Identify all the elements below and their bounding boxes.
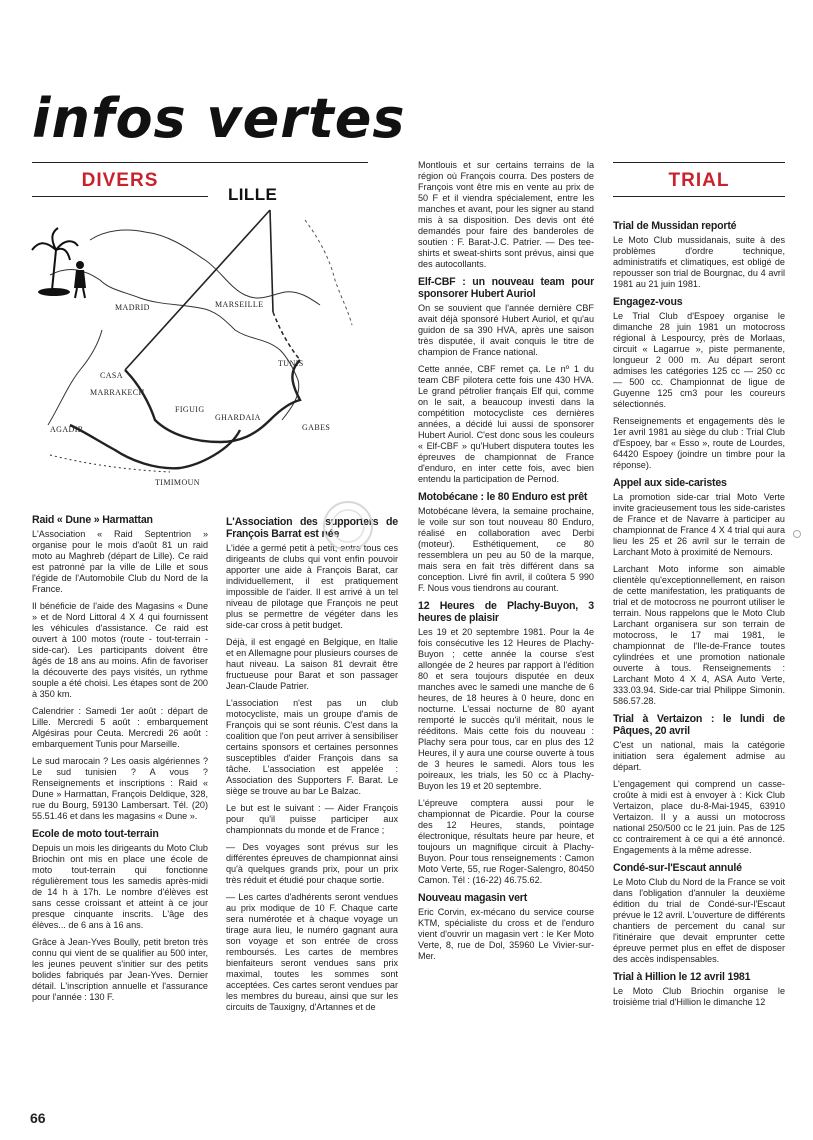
map-label-figuig: FIGUIG bbox=[175, 405, 205, 414]
paragraph: Motobécane lèvera, la semaine prochaine, le voile sur son tout nouveau 80 Enduro, réalisé en collaboration avec Derbi (moteur). Esthétiquement, ce 80 ressemblera un peu au 50 de la marque, mais sera en fait très différent dans sa conception. Livré fin avril, il coûtera 5 990 F. Nous vous tiendrons au courant. bbox=[418, 506, 594, 593]
article-title: Condé-sur-l'Escaut annulé bbox=[613, 862, 742, 874]
article-hillion bbox=[613, 971, 785, 1008]
divers-top-rule bbox=[32, 162, 368, 163]
paragraph: — Des voyages sont prévus sur les différentes épreuves de championnat ainsi qu'à quelques grands prix, pour un prix très réduit et étudié pour chaque sortie. bbox=[226, 842, 398, 885]
paragraph: Calendrier : Samedi 1er août : départ de Lille. Mercredi 5 août : embarquement Algésiras pour Ceuta. Mercredi 26 août : embarquement Tunis pour Marseille. bbox=[32, 706, 208, 749]
paragraph: Grâce à Jean-Yves Boully, petit breton très connu qui vient de se qualifier au 500 inter, les jeunes peuvent s'initier sur des petits bolides fabriqués par Jean-Yves. Dernier détail. L'inscription annuelle et l'assurance pour l'année : 130 F. bbox=[32, 937, 208, 1002]
paragraph: On se souvient que l'année dernière CBF avait déjà sponsoré Hubert Auriol, et qu'au guidon de sa 390 HVA, après une saison très disputée, il avait conquis le titre de champion de France national. bbox=[418, 303, 594, 357]
paragraph: Déjà, il est engagé en Belgique, en Italie et en Allemagne pour plusieurs courses de haut niveau. La saison 81 devrait être fructueuse pour Barat et son passager Jean-Claude Patrier. bbox=[226, 637, 398, 691]
paragraph: Le Moto Club mussidanais, suite à des problèmes d'ordre technique, administratifs et climatiques, est obligé de repousser son trial de Bourgnac, du 4 avril 1981 au 21 juin 1981. bbox=[613, 235, 785, 289]
map-north-coast bbox=[90, 230, 320, 305]
paragraph: Eric Corvin, ex-mécano du service course KTM, spécialiste du cross et de l'enduro vient d'ouvrir un magasin vert : le Ker Moto Verte, 8, rue de Dol, 35960 Le Vivier-sur-Mer. bbox=[418, 907, 594, 961]
paragraph: L'épreuve comptera aussi pour le championnat de Picardie. Pour la course des 12 Heures, stands, pointage électronique, résultats heure par heure, et toujours un magnifique circuit à Plachy-Buyon. Pour tous renseignements : Camon Moto Verte, 55, rue Roger-Salengro, 80450 Camon. Tél : (16-22) 46.75.62. bbox=[418, 798, 594, 885]
section-title-divers: DIVERS bbox=[81, 170, 159, 191]
article-conde bbox=[613, 862, 785, 965]
trial-top-rule bbox=[613, 162, 785, 163]
map-label-timimoun: TIMIMOUN bbox=[155, 478, 200, 487]
column-1 bbox=[32, 510, 208, 1009]
map-border-dashed bbox=[50, 455, 170, 472]
map-label-agadir: AGADIR bbox=[50, 425, 84, 434]
article-title: Trial à Vertaizon : le lundi de Pâques, 20 avril bbox=[613, 713, 785, 737]
article-title: Nouveau magasin vert bbox=[418, 892, 528, 904]
paragraph: Le Moto Club du Nord de la France se voit dans l'obligation d'annuler la deuxième édition du trial de Condé-sur-l'Escaut prévue le 12 avril. L'ouverture de différents chantiers de percement du canal sur l'itinéraire que devait emprunter cette épreuve permet plus en effet de disposer des accès indispensables. bbox=[613, 877, 785, 964]
paragraph: C'est un national, mais la catégorie initiation sera également admise au départ. bbox=[613, 740, 785, 772]
route-lille-marseille bbox=[270, 210, 273, 312]
article-title: Trial à Hillion le 12 avril 1981 bbox=[613, 971, 751, 983]
route-lille-casa bbox=[125, 210, 270, 370]
article-continued bbox=[418, 160, 594, 270]
article-motobecane bbox=[418, 491, 594, 594]
paragraph: L'Association « Raid Septentrion » organise pour le mois d'août 81 un raid moto au Maghreb (départ de Lille). Ce raid est patronné par la ville de Lille et sous l'égide de l'Automobile Club du Nord de la France. bbox=[32, 529, 208, 594]
trial-bottom-rule bbox=[613, 196, 785, 197]
article-mussidan bbox=[613, 220, 785, 290]
article-title: L'Association des supporters de François Barrat est née bbox=[226, 516, 398, 540]
column-4 bbox=[613, 216, 785, 1014]
route-ghardaia-timimoun bbox=[70, 425, 240, 468]
paragraph: Les 19 et 20 septembre 1981. Pour la 4e fois consécutive les 12 Heures de Plachy-Buyon ; cette année la course s'est allongée de 2 heures par rapport à l'édition 80 et sera toujours disputée en deux manches avec le samedi une manche de 6 heures, de 18 heures à 0 heure, donc en nocturne. L'essai nocturne de 80 ayant remporté le succès qu'il méritait, nous le rééditons. Mais cette fois du nouveau : Plachy sera pour tous, car en plus des 12 Heures, il y aura une course ouverte à tous de 3 heures le samedi. Alors tous les poireaux, les trials, les 50 cc à Plachy-Buyon les 19 et 20 septembre. bbox=[418, 627, 594, 791]
article-plachy-buyon bbox=[418, 600, 594, 886]
map-label-lille: LILLE bbox=[228, 185, 278, 204]
map-label-ghardaia: GHARDAIA bbox=[215, 413, 261, 422]
paragraph: Renseignements et engagements dès le 1er avril 1981 au siège du club : Trial Club d'Espoey, bar « Esso », route de Lourdes, 64420 Espoey (joindre un timbre pour la réponse). bbox=[613, 416, 785, 470]
map-label-madrid: MADRID bbox=[115, 303, 150, 312]
article-title: Ecole de moto tout-terrain bbox=[32, 828, 159, 840]
column-2 bbox=[226, 512, 398, 1019]
margin-mark bbox=[793, 530, 801, 538]
article-ecole-moto bbox=[32, 828, 208, 1003]
paragraph: La promotion side-car trial Moto Verte invite gracieusement tous les side-caristes de France et de Navarre à participer au championnat de France 4 X 4 trial qui aura lieu les 25 et 26 avril sur le terrain de Larchant Moto à proximité de Nemours. bbox=[613, 492, 785, 557]
map-label-gabes: GABES bbox=[302, 423, 331, 432]
paragraph: — Les cartes d'adhérents seront vendues au prix modique de 10 F. Chaque carte sera numérotée et à chaque voyage un tirage aura lieu, le numéro gagnant aura son voyage et son entrée de cross remboursés. Les cartes de membres bienfaiteurs seront vendues sans prix maximal, toutes les sommes sont acceptées. Ces cartes seront vendues par les membres du bureau, ainsi que sur les circuits de Tauxigny, d'Artannes et de bbox=[226, 892, 398, 1012]
raid-route-map bbox=[30, 180, 375, 490]
map-label-marrakech: MARRAKECH bbox=[90, 388, 145, 397]
column-3 bbox=[418, 160, 594, 968]
article-title: Appel aux side-caristes bbox=[613, 477, 727, 489]
paragraph: Larchant Moto informe son aimable clientèle qu'exceptionnellement, en raison de cette manifestation, les pratiquants de trial et de motocross ne pourront utiliser le terrain. Nous rappelons que le Moto Club Larchant organisera sur son terrain de motocross, le 17 mai 1981, le championnat de l'Ile-de-France toutes cylindrées et une promotion nationale ouverte à tous. Renseignements : Larchant Moto 4 X 4, ASA Auto Verte, 333.03.94. Side-car trial Philippe Simonin. 586.57.28. bbox=[613, 564, 785, 706]
article-magasin-vert bbox=[418, 892, 594, 962]
article-elf-cbf bbox=[418, 276, 594, 485]
article-side-caristes bbox=[613, 477, 785, 707]
article-engagez-vous bbox=[613, 296, 785, 471]
person-icon bbox=[74, 261, 86, 298]
article-title: Trial de Mussidan reporté bbox=[613, 220, 737, 232]
map-label-casa: CASA bbox=[100, 371, 123, 380]
paragraph: L'association n'est pas un club motocycliste, mais un groupe d'amis de François qui se sont réunis. C'est dans la coalition que l'on peut arriver à sensibiliser certains sponsors et certaines personnes susceptibles d'aider François dans sa tâche. L'association est appelée : Association des Supporters F. Barat. Le siège se trouve au bar Le Balzac. bbox=[226, 698, 398, 796]
article-title: Elf-CBF : un nouveau team pour sponsorer Hubert Auriol bbox=[418, 276, 594, 300]
map-coastline bbox=[50, 270, 299, 420]
paragraph: Depuis un mois les dirigeants du Moto Club Briochin ont mis en place une école de moto tout-terrain qui fonctionne régulièrement tous les samedis après-midi de 14 h à 17h. Le nombre d'élèves est sans cesse croissant et atteint à ce jour presque cinquante inscrits. L'âge des élèves... de 6 ans à 16 ans. bbox=[32, 843, 208, 930]
article-raid-dune bbox=[32, 514, 208, 822]
article-vertaizon bbox=[613, 713, 785, 856]
article-title: Motobécane : le 80 Enduro est prêt bbox=[418, 491, 588, 503]
article-title: Engagez-vous bbox=[613, 296, 683, 308]
stamp-watermark-icon bbox=[320, 498, 376, 554]
map-italy bbox=[305, 220, 352, 325]
article-title: Raid « Dune » Harmattan bbox=[32, 514, 153, 526]
page-number: 66 bbox=[30, 1110, 46, 1126]
section-title-trial: TRIAL bbox=[668, 170, 730, 191]
paragraph: Le sud marocain ? Les oasis algériennes ? Le sud tunisien ? A vous ? Renseignements et inscriptions : Raid « Dune » Harmattan, François Deldique, 328, rue du Bourg, 59130 Lambersart. Tél. (20) 55.51.46 et dans les magasins « Dune ». bbox=[32, 756, 208, 821]
page-title: infos vertes bbox=[32, 87, 406, 150]
palm-tree-icon bbox=[32, 228, 78, 296]
article-association-barrat bbox=[226, 516, 398, 1013]
map-label-tunis: TUNIS bbox=[278, 359, 304, 368]
paragraph: Le but est le suivant : — Aider François pour qu'il puisse participer aux championnats du monde et de France ; bbox=[226, 803, 398, 835]
paragraph: L'engagement qui comprend un casse-croûte à midi est à envoyer à : Kick Club Vertaizon, place du-8-Mai-1945, 63910 Vertaizon. Il y a aussi un motocross national 250/500 cc le 21 juin. Pas de 125 cc contrairement à ce qui a été annoncé. Engagements à la même adresse. bbox=[613, 779, 785, 855]
paragraph: Il bénéficie de l'aide des Magasins « Dune » et de Nord Littoral 4 X 4 qui fournissent les véhicules d'assistance. Ce raid est ouvert à 100 motos (route - tout-terrain - side-car). Les participants doivent être âgés de 18 ans au moins. Afin de favoriser la découverte des pays visités, un rythme souple a été choisi. Les étapes sont de 200 à 350 km. bbox=[32, 601, 208, 699]
paragraph: L'idée a germé petit à petit, entre tous ces dirigeants de clubs qui vont enfin pouvoir apporter une aide à François Barat, car individuellement, il est pratiquement impossible de l'aider. Il est arrivé à un tel niveau de pilotage que François ne peut plus se permettre de végéter dans les side-car cross à petit budget. bbox=[226, 543, 398, 630]
paragraph: Le Trial Club d'Espoey organise le dimanche 28 juin 1981 un motocross régional à Lespourcy, près de Morlaas, circuit « Lagarrue », piste permanente, longueur 2 000 m. Au départ seront admises les catégories 125 cc — 250 cc — 500 cc. Championnat de ligue de Guyenne 125 cm3 pour les coureurs sélectionnés. bbox=[613, 311, 785, 409]
map-atlantic-coast bbox=[48, 330, 102, 425]
paragraph: Cette année, CBF remet ça. Le nº 1 du team CBF pilotera cette fois une 430 HVA. Le grand pétrolier français Elf qui, comme on le sait, a beaucoup investi dans la compétition motocycliste ces dernières années, a décidé lui aussi de sponsorer Hubert Auriol. C'est donc sous les couleurs « Elf-CBF » qu'Hubert disputera toutes les épreuves de championnat de France d'enduro, en inter cette fois, avec bien entendu la participation de Pernod. bbox=[418, 364, 594, 484]
route-south-loop bbox=[125, 360, 300, 442]
map-label-marseille: MARSEILLE bbox=[215, 300, 264, 309]
paragraph: Montlouis et sur certains terrains de la région où François courra. Des posters de François vont être mis en vente au prix de 50 F et il viendra spécialement, entre les manches et avant, pour les signer au stand mis à sa disposition. Des devis ont été demandés pour faire des banderoles de soutien : F. Barat-J.C. Patrier. — Des tee-shirts et sweat-shirts sont prévus, ainsi que des autocollants. bbox=[418, 160, 594, 269]
route-dashed bbox=[273, 312, 300, 360]
article-title: 12 Heures de Plachy-Buyon, 3 heures de plaisir bbox=[418, 600, 594, 624]
paragraph: Le Moto Club Briochin organise le troisième trial d'Hillion le dimanche 12 bbox=[613, 986, 785, 1007]
